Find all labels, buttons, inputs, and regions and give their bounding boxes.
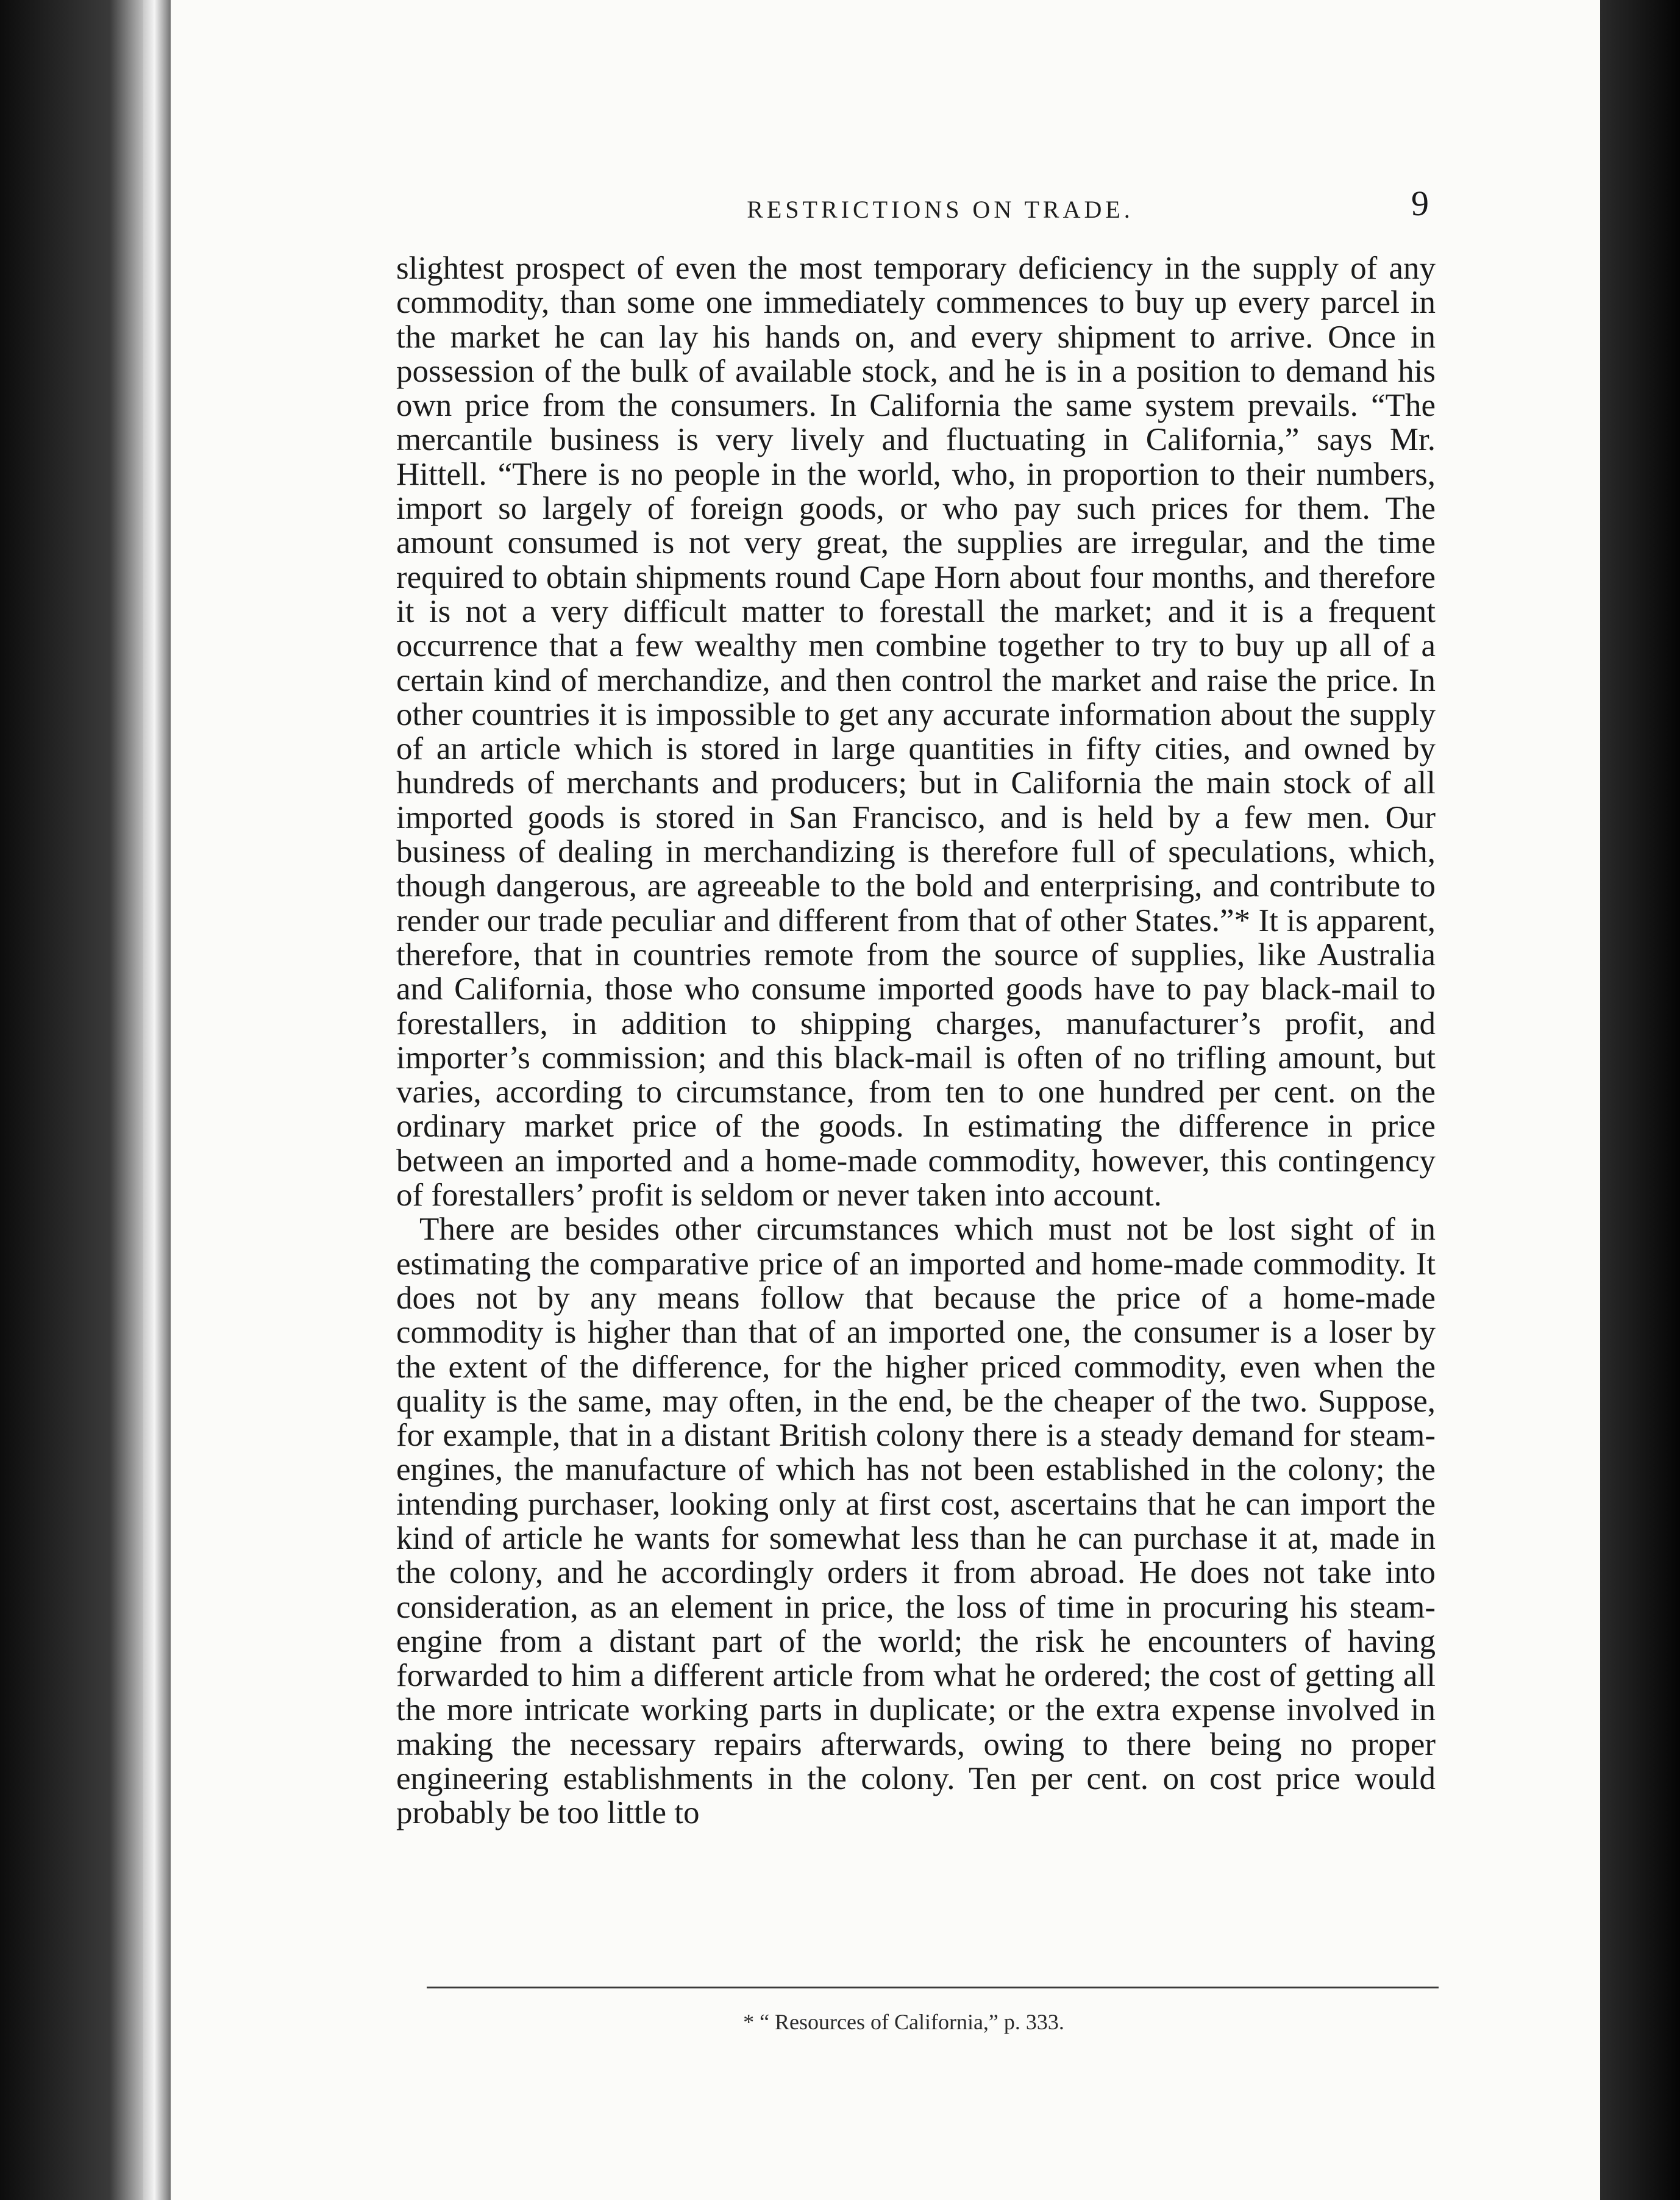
- paragraph-1: slightest prospect of even the most temporary deficiency in the supply of any commodity, than some one immediately commences to buy up every parcel in the market he can lay his hands on, and every shipment to arrive. Once in possession of the bulk of available stock, and he is in a position to demand his own price from the consumers. In California the same system prevails. “The mercantile business is very lively and fluctuating in California,” says Mr. Hittell. “There is no people in the world, who, in proportion to their numbers, import so largely of foreign goods, or who pay such prices for them. The amount consumed is not very great, the supplies are irregular, and the time required to obtain shipments round Cape Horn about four months, and therefore it is not a very difficult matter to forestall the market; and it is a frequent occurrence that a few wealthy men combine together to try to buy up all of a certain kind of merchandize, and then control the market and raise the price. In other countries it is impossible to get any accurate information about the supply of an article which is stored in large quantities in fifty cities, and owned by hundreds of merchants and producers; but in California the main stock of all imported goods is stored in San Francisco, and is held by a few men. Our business of dealing in merchandizing is therefore full of speculations, which, though dangerous, are agreeable to the bold and enterprising, and contribute to render our trade peculiar and different from that of other States.”* It is apparent, therefore, that in countries remote from the source of supplies, like Australia and California, those who consume imported goods have to pay black-mail to forestallers, in addition to shipping charges, manufacturer’s profit, and importer’s commission; and this black-mail is often of no trifling amount, but varies, according to circumstance, from ten to one hundred per cent. on the ordinary market price of the goods. In estimating the difference in price between an imported and a home-made commodity, however, this contingency of forestallers’ profit is seldom or never taken into account.: [396, 251, 1436, 1213]
- page-number: 9: [1411, 184, 1429, 223]
- footnote-rule: [427, 1987, 1439, 1988]
- footnote: * “ Resources of California,” p. 333.: [743, 2010, 1064, 2034]
- paragraph-2: There are besides other circumstances which must not be lost sight of in estimating the comparative price of an imported and home-made commodity. It does not by any means follow that because the price of a home-made commodity is higher than that of an imported one, the consumer is a loser by the extent of the difference, for the higher priced commodity, even when the quality is the same, may often, in the end, be the cheaper of the two. Suppose, for example, that in a distant British colony there is a steady demand for steam-engines, the manufacture of which has not been established in the colony; the intending purchaser, looking only at first cost, ascertains that he can import the kind of article he wants for somewhat less than he can purchase it at, made in the colony, and he accordingly orders it from abroad. He does not take into consideration, as an element in price, the loss of time in procuring his steam-engine from a distant part of the world; the risk he encounters of having forwarded to him a different article from what he ordered; the cost of getting all the more intricate working parts in duplicate; or the extra expense involved in making the necessary repairs afterwards, owing to there being no proper engineering establishments in the colony. Ten per cent. on cost price would probably be too little to: [396, 1212, 1436, 1831]
- scan-background: [1600, 0, 1680, 2200]
- book-page: [171, 0, 1600, 2200]
- running-title: RESTRICTIONS ON TRADE.: [747, 196, 1134, 223]
- book-spine: [143, 0, 171, 2200]
- body-text: [396, 251, 1436, 1830]
